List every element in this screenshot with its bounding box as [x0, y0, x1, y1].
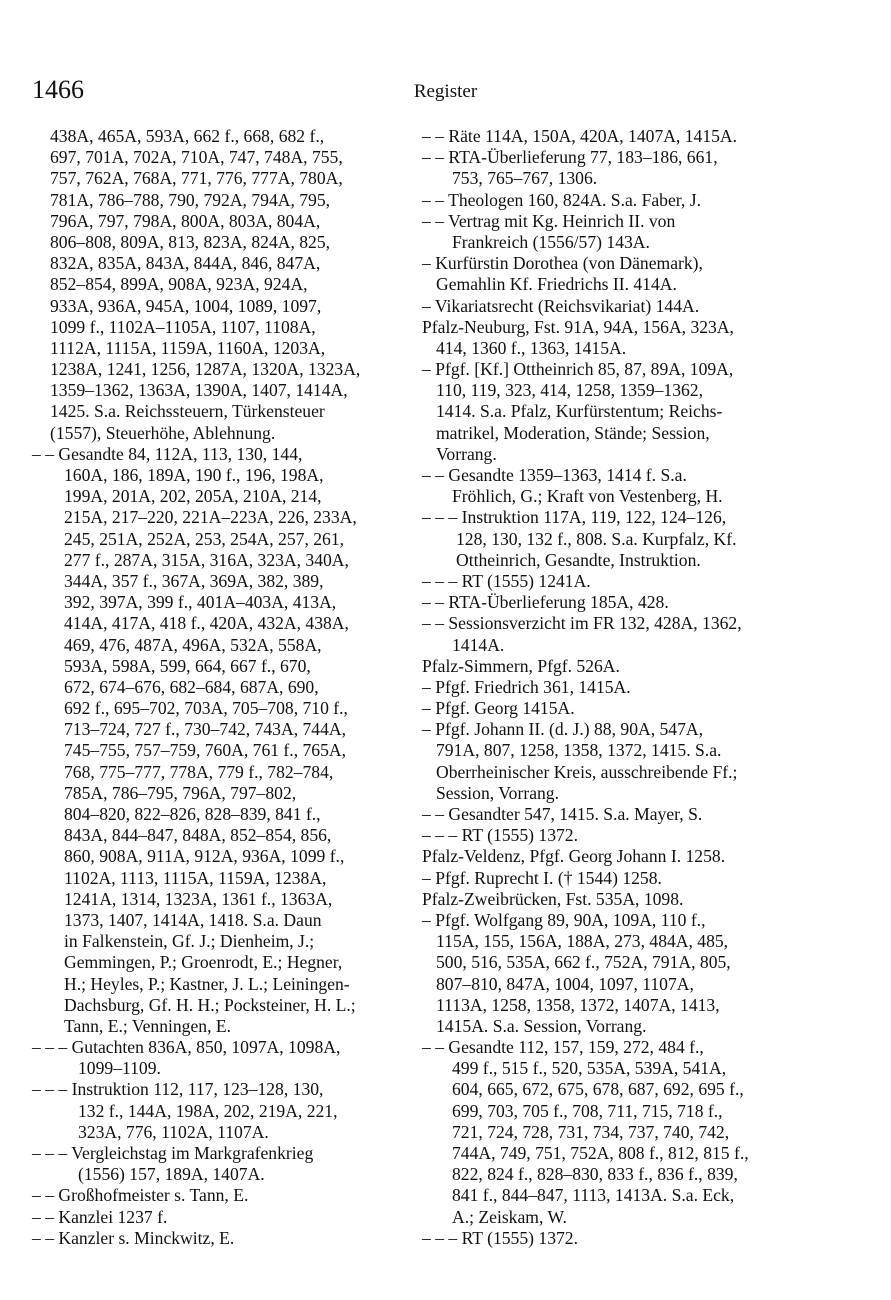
index-line: 1112A, 1115A, 1159A, 1160A, 1203A,	[50, 337, 326, 358]
index-line: – Pfgf. [Kf.] Ottheinrich 85, 87, 89A, 109A,	[422, 359, 734, 380]
index-line: – – Gesandte 84, 112A, 113, 130, 144,	[32, 443, 303, 464]
index-line: – – – Vergleichstag im Markgrafenkrieg	[32, 1143, 314, 1163]
index-line: – – – Instruktion 117A, 119, 122, 124–126,	[422, 507, 727, 528]
index-line: matrikel, Moderation, Stände; Session,	[436, 422, 710, 443]
index-line: Gemmingen, P.; Groenrodt, E.; Hegner,	[64, 952, 343, 973]
index-line: – – Räte 114A, 150A, 420A, 1407A, 1415A.	[422, 126, 738, 146]
index-line: 1414A.	[452, 634, 505, 655]
index-line: 1359–1362, 1363A, 1390A, 1407, 1414A,	[50, 380, 348, 401]
index-line: Dachsburg, Gf. H. H.; Pocksteiner, H. L.;	[64, 994, 356, 1015]
index-line: 822, 824 f., 828–830, 833 f., 836 f., 839,	[452, 1164, 738, 1185]
index-line: Ottheinrich, Gesandte, Instruktion.	[456, 549, 701, 570]
register-column-right	[422, 126, 862, 1249]
index-line: 1099 f., 1102A–1105A, 1107, 1108A,	[50, 316, 316, 337]
index-line: – – RTA-Überlieferung 185A, 428.	[422, 592, 669, 613]
index-line: – – Kanzlei 1237 f.	[32, 1206, 168, 1227]
index-line: 1241A, 1314, 1323A, 1361 f., 1363A,	[64, 888, 333, 909]
index-line: – – – RT (1555) 1372.	[422, 1227, 578, 1248]
index-line: Pfalz-Simmern, Pfgf. 526A.	[422, 655, 620, 676]
index-line: 469, 476, 487A, 496A, 532A, 558A,	[64, 634, 322, 655]
index-line: 215A, 217–220, 221A–223A, 226, 233A,	[64, 507, 357, 528]
index-line: Pfalz-Veldenz, Pfgf. Georg Johann I. 1258.	[422, 846, 726, 867]
index-line: – Pfgf. Ruprecht I. († 1544) 1258.	[422, 867, 662, 888]
index-line: – – – Instruktion 112, 117, 123–128, 130,	[32, 1079, 324, 1100]
index-line: 672, 674–676, 682–684, 687A, 690,	[64, 676, 319, 697]
index-line: 499 f., 515 f., 520, 535A, 539A, 541A,	[452, 1058, 727, 1079]
index-line: 1425. S.a. Reichssteuern, Türkensteuer	[50, 401, 325, 422]
index-line: (1556) 157, 189A, 1407A.	[78, 1164, 265, 1185]
index-line: 323A, 776, 1102A, 1107A.	[78, 1121, 269, 1142]
index-line: – – – RT (1555) 1372.	[422, 825, 578, 846]
index-line: 745–755, 757–759, 760A, 761 f., 765A,	[64, 740, 346, 761]
index-line: 796A, 797, 798A, 800A, 803A, 804A,	[50, 210, 321, 231]
index-line: Frankreich (1556/57) 143A.	[452, 231, 650, 252]
index-line: 843A, 844–847, 848A, 852–854, 856,	[64, 825, 332, 846]
index-line: Pfalz-Zweibrücken, Fst. 535A, 1098.	[422, 888, 684, 909]
index-line: 1238A, 1241, 1256, 1287A, 1320A, 1323A,	[50, 359, 361, 380]
index-line: 1373, 1407, 1414A, 1418. S.a. Daun	[64, 909, 322, 930]
index-line: – – Gesandte 1359–1363, 1414 f. S.a.	[422, 465, 687, 485]
index-line: 344A, 357 f., 367A, 369A, 382, 389,	[64, 570, 324, 591]
index-line: – – – Gutachten 836A, 850, 1097A, 1098A,	[32, 1037, 341, 1058]
index-line: 806–808, 809A, 813, 823A, 824A, 825,	[50, 231, 331, 252]
index-line: 699, 703, 705 f., 708, 711, 715, 718 f.,	[452, 1100, 723, 1121]
index-line: – Pfgf. Wolfgang 89, 90A, 109A, 110 f.,	[422, 909, 706, 930]
index-line: 1099–1109.	[78, 1058, 161, 1079]
index-line: – – Gesandter 547, 1415. S.a. Mayer, S.	[422, 804, 703, 824]
index-line: Vorrang.	[436, 443, 497, 464]
index-line: 115A, 155, 156A, 188A, 273, 484A, 485,	[436, 931, 729, 952]
page-number: 1466	[32, 75, 84, 104]
index-line: – – Sessionsverzicht im FR 132, 428A, 1362,	[422, 613, 742, 634]
index-line: – – Theologen 160, 824A. S.a. Faber, J.	[422, 189, 701, 210]
index-line: 757, 762A, 768A, 771, 776, 777A, 780A,	[50, 168, 343, 189]
index-line: A.; Zeiskam, W.	[452, 1206, 567, 1227]
index-line: 781A, 786–788, 790, 792A, 794A, 795,	[50, 189, 331, 210]
index-line: 785A, 786–795, 796A, 797–802,	[64, 782, 297, 803]
index-line: 160A, 186, 189A, 190 f., 196, 198A,	[64, 465, 324, 485]
index-line: – – Großhofmeister s. Tann, E.	[32, 1185, 249, 1206]
index-line: 500, 516, 535A, 662 f., 752A, 791A, 805,	[436, 952, 731, 973]
index-line: 1113A, 1258, 1358, 1372, 1407A, 1413,	[436, 994, 720, 1015]
index-line: 807–810, 847A, 1004, 1097, 1107A,	[436, 973, 694, 994]
index-line: Session, Vorrang.	[436, 782, 560, 803]
index-line: 791A, 807, 1258, 1358, 1372, 1415. S.a.	[436, 740, 722, 761]
index-line: 692 f., 695–702, 703A, 705–708, 710 f.,	[64, 698, 348, 719]
index-line: – – Vertrag mit Kg. Heinrich II. von	[422, 210, 676, 231]
index-line: 128, 130, 132 f., 808. S.a. Kurpfalz, Kf.	[456, 528, 737, 549]
register-column-left	[32, 126, 412, 1249]
index-line: in Falkenstein, Gf. J.; Dienheim, J.;	[64, 931, 315, 952]
index-line: 392, 397A, 399 f., 401A–403A, 413A,	[64, 592, 337, 613]
index-line: 852–854, 899A, 908A, 923A, 924A,	[50, 274, 308, 295]
index-line: 414, 1360 f., 1363, 1415A.	[436, 337, 627, 358]
index-line: Pfalz-Neuburg, Fst. 91A, 94A, 156A, 323A,	[422, 316, 734, 337]
index-line: – Pfgf. Georg 1415A.	[422, 698, 575, 719]
index-line: Tann, E.; Venningen, E.	[64, 1015, 232, 1036]
index-line: 768, 775–777, 778A, 779 f., 782–784,	[64, 761, 334, 782]
index-line: 860, 908A, 911A, 912A, 936A, 1099 f.,	[64, 846, 345, 867]
index-line: 604, 665, 672, 675, 678, 687, 692, 695 f.,	[452, 1079, 744, 1100]
index-line: 1415A. S.a. Session, Vorrang.	[436, 1015, 647, 1036]
index-line: Fröhlich, G.; Kraft von Vestenberg, H.	[452, 486, 723, 507]
index-line: 1414. S.a. Pfalz, Kurfürstentum; Reichs-	[436, 401, 723, 422]
index-line: 110, 119, 323, 414, 1258, 1359–1362,	[436, 380, 703, 401]
index-line: 744A, 749, 751, 752A, 808 f., 812, 815 f.,	[452, 1143, 749, 1163]
index-line: 414A, 417A, 418 f., 420A, 432A, 438A,	[64, 613, 349, 634]
index-line: 438A, 465A, 593A, 662 f., 668, 682 f.,	[50, 126, 325, 146]
index-line: 841 f., 844–847, 1113, 1413A. S.a. Eck,	[452, 1185, 735, 1206]
index-line: 753, 765–767, 1306.	[452, 168, 598, 189]
index-line: (1557), Steuerhöhe, Ablehnung.	[50, 422, 276, 443]
index-line: 245, 251A, 252A, 253, 254A, 257, 261,	[64, 528, 345, 549]
index-line: – – RTA-Überlieferung 77, 183–186, 661,	[422, 147, 718, 168]
index-line: – Kurfürstin Dorothea (von Dänemark),	[422, 253, 703, 274]
index-line: Gemahlin Kf. Friedrichs II. 414A.	[436, 274, 677, 295]
index-line: H.; Heyles, P.; Kastner, J. L.; Leiningen-	[64, 973, 350, 994]
index-line: – – Gesandte 112, 157, 159, 272, 484 f.,	[422, 1037, 704, 1058]
index-line: – Pfgf. Friedrich 361, 1415A.	[422, 676, 631, 697]
index-line: – – – RT (1555) 1241A.	[422, 570, 591, 591]
running-title: Register	[413, 81, 478, 102]
index-line: 713–724, 727 f., 730–742, 743A, 744A,	[64, 719, 346, 740]
index-line: – Pfgf. Johann II. (d. J.) 88, 90A, 547A,	[422, 719, 703, 740]
index-line: 697, 701A, 702A, 710A, 747, 748A, 755,	[50, 147, 343, 168]
index-line: 933A, 936A, 945A, 1004, 1089, 1097,	[50, 295, 322, 316]
index-line: 199A, 201A, 202, 205A, 210A, 214,	[64, 486, 322, 507]
index-line: – – Kanzler s. Minckwitz, E.	[32, 1227, 235, 1248]
index-line: 593A, 598A, 599, 664, 667 f., 670,	[64, 655, 311, 676]
index-line: – Vikariatsrecht (Reichsvikariat) 144A.	[422, 295, 700, 316]
index-line: 132 f., 144A, 198A, 202, 219A, 221,	[78, 1100, 338, 1121]
index-line: 277 f., 287A, 315A, 316A, 323A, 340A,	[64, 549, 349, 570]
index-line: 721, 724, 728, 731, 734, 737, 740, 742,	[452, 1121, 730, 1142]
index-line: 804–820, 822–826, 828–839, 841 f.,	[64, 804, 321, 824]
index-line: Oberrheinischer Kreis, ausschreibende Ff.;	[436, 761, 738, 782]
index-line: 832A, 835A, 843A, 844A, 846, 847A,	[50, 253, 321, 274]
index-line: 1102A, 1113, 1115A, 1159A, 1238A,	[64, 867, 327, 888]
